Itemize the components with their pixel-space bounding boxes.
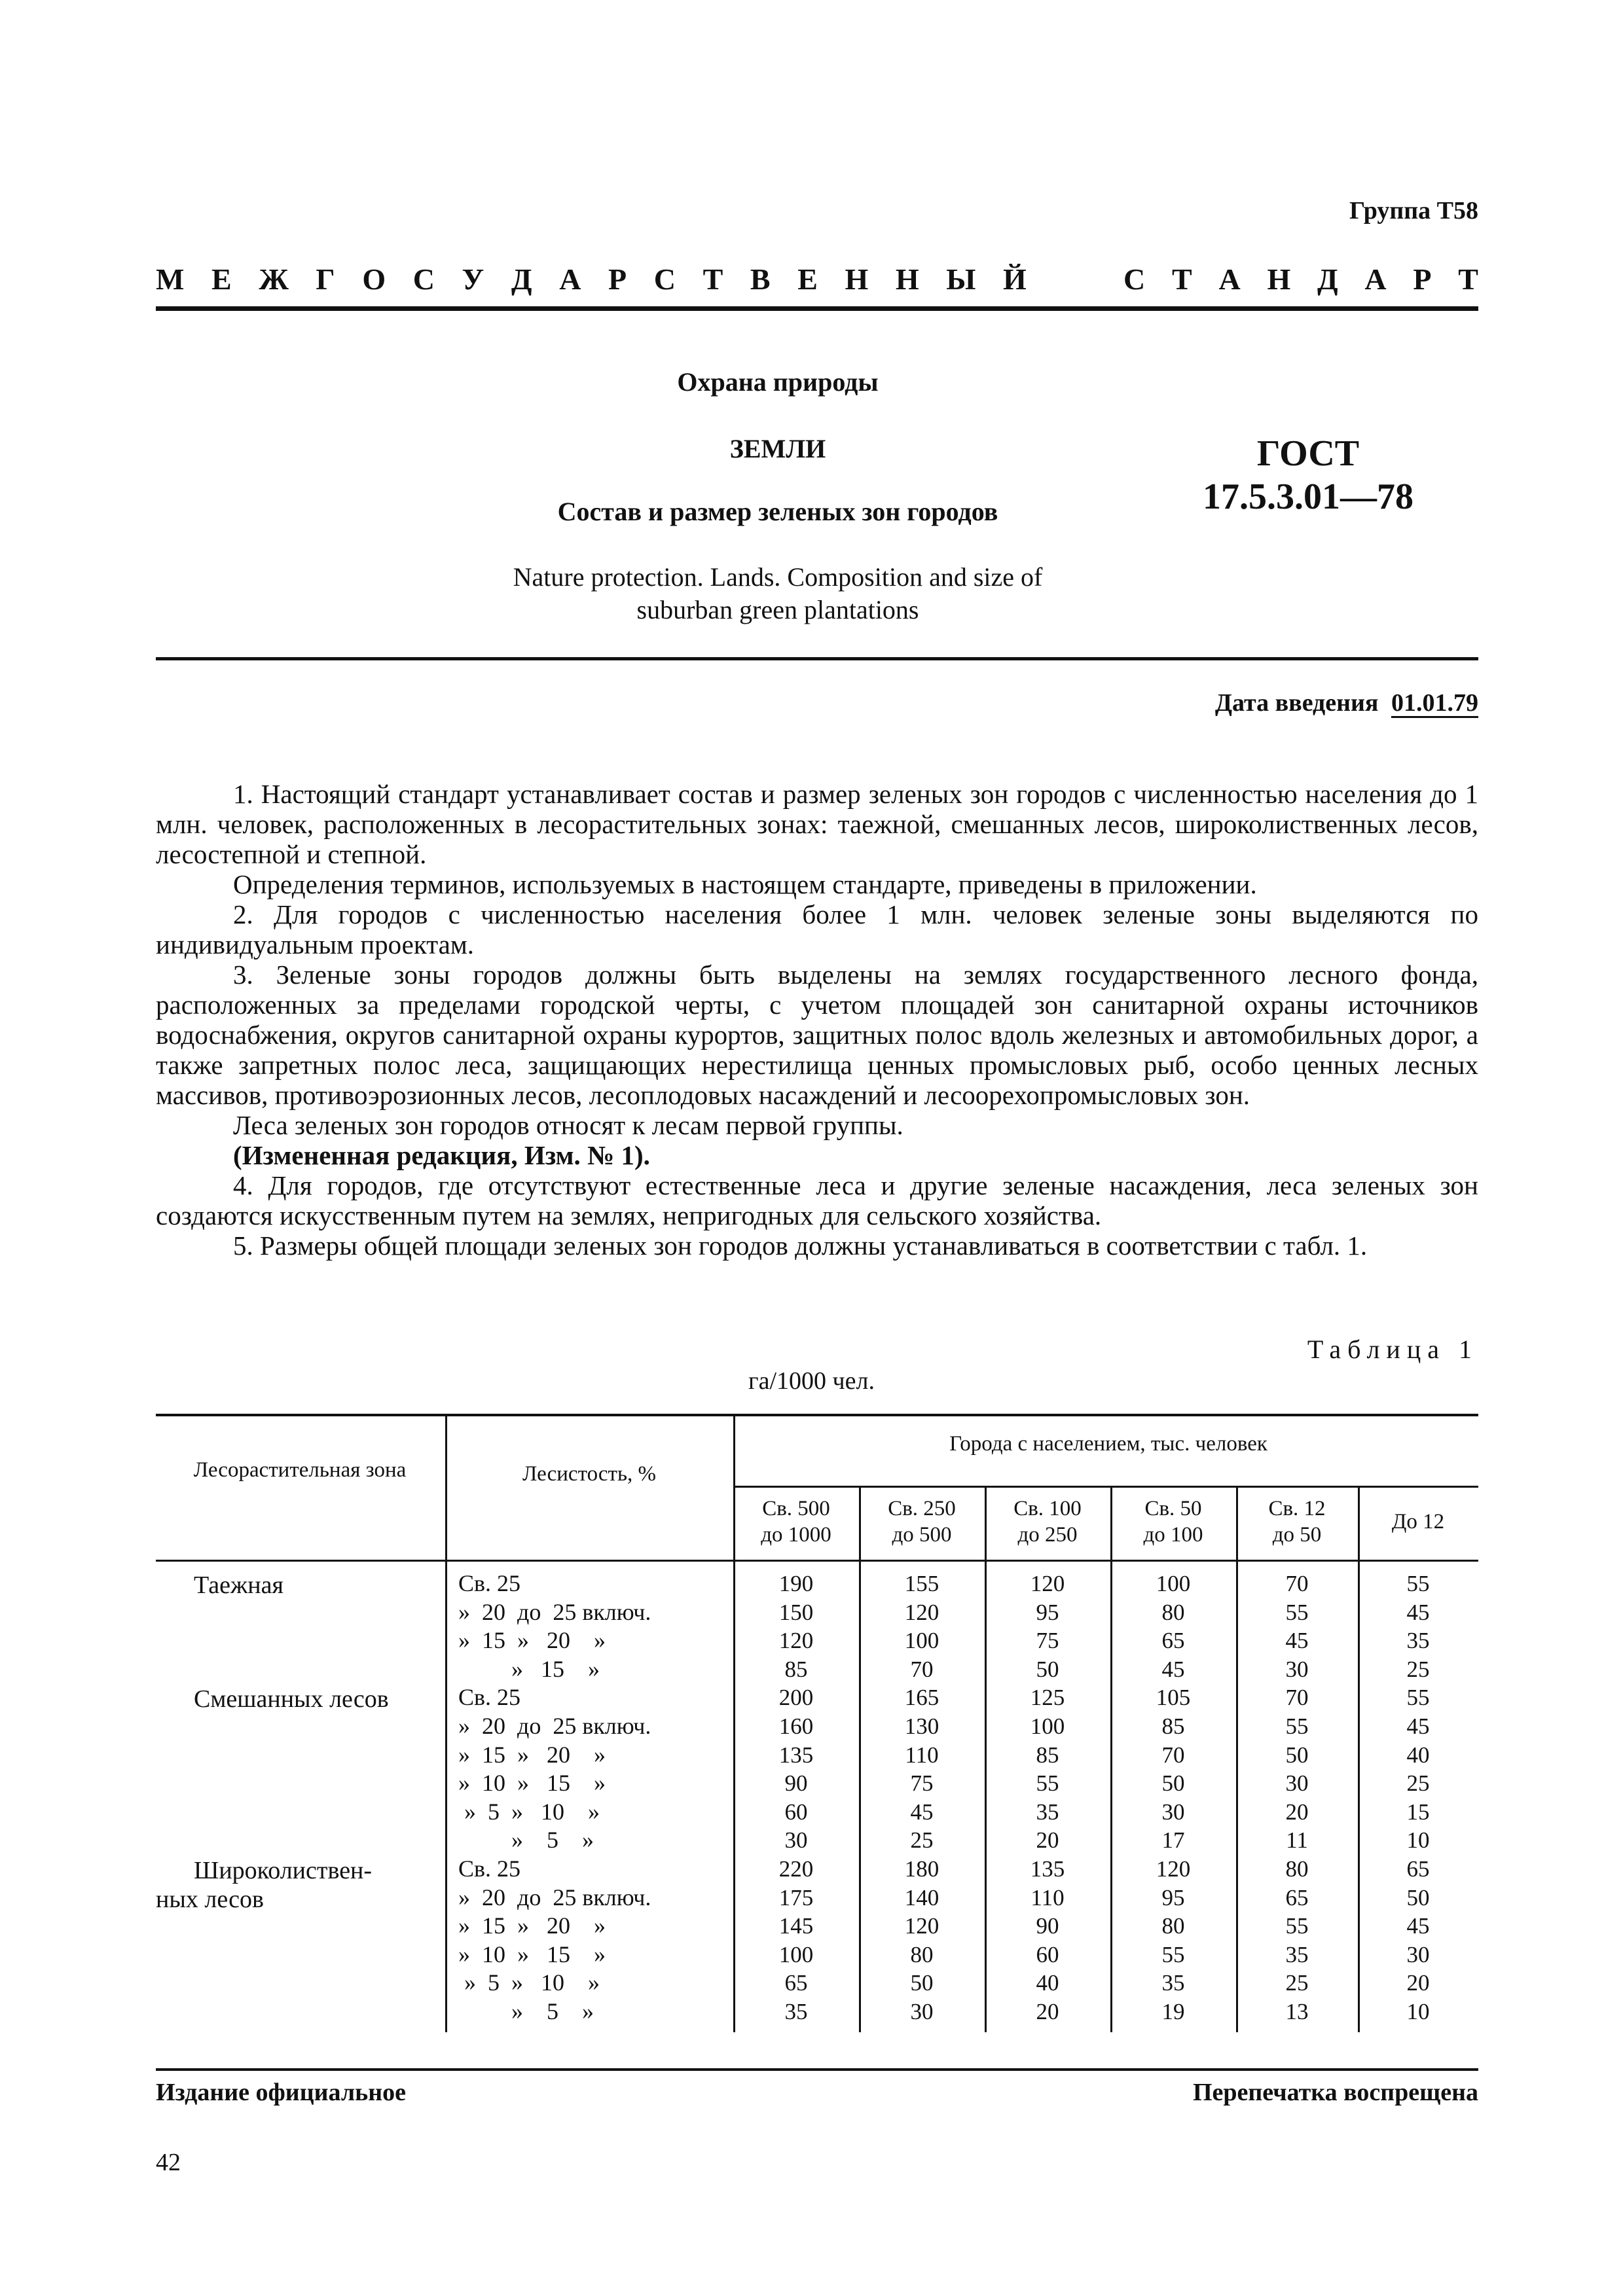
area-value: 75: [910, 1770, 934, 1797]
table-caption: Таблица 1: [1307, 1335, 1478, 1364]
zone-name-line: Широколиствен-: [194, 1857, 373, 1884]
area-value: 30: [784, 1827, 808, 1854]
page-number: 42: [156, 2149, 181, 2176]
title-rule: [156, 657, 1478, 660]
forest-cover-range: » 15 » 20 »: [458, 1741, 606, 1768]
area-value: 140: [904, 1884, 939, 1910]
area-value: 120: [778, 1628, 814, 1654]
title-name: Состав и размер зеленых зон городов: [557, 497, 998, 526]
zone-name: [156, 1856, 373, 1914]
area-value: 80: [1161, 1599, 1185, 1625]
area-value: 50: [910, 1970, 934, 1996]
area-value: 25: [1406, 1770, 1430, 1797]
area-value: 200: [778, 1685, 814, 1711]
area-value: 20: [1406, 1970, 1430, 1996]
title-english-line1: Nature protection. Lands. Composition and size of: [513, 562, 1043, 592]
left-letter: Ж: [259, 262, 289, 296]
area-value: 45: [910, 1799, 934, 1825]
area-value: 120: [904, 1913, 939, 1939]
area-value: 145: [778, 1913, 814, 1939]
header-population-range-from: Св. 500: [762, 1497, 830, 1520]
area-value: 100: [778, 1941, 814, 1967]
area-value: 120: [1156, 1856, 1191, 1882]
area-value: 70: [910, 1656, 934, 1682]
area-value: 55: [1406, 1685, 1430, 1711]
left-letter: Т: [702, 262, 723, 296]
area-value: 175: [778, 1884, 814, 1910]
area-value: 110: [905, 1742, 939, 1768]
area-value: 35: [1036, 1799, 1059, 1825]
right-letter: А: [1364, 262, 1387, 296]
gost-number: [1164, 432, 1452, 518]
footer-rule: [156, 2068, 1478, 2071]
area-value: 35: [1406, 1628, 1430, 1654]
area-value: 25: [1285, 1970, 1309, 1996]
header-population-range-from: Св. 100: [1013, 1497, 1082, 1520]
area-value: 180: [904, 1856, 939, 1882]
footer-reprint-notice: Перепечатка воспрещена: [1192, 2079, 1478, 2106]
header-population-col: [1358, 1509, 1478, 1535]
body-text: [156, 779, 1478, 1261]
left-letter: М: [156, 262, 185, 296]
area-value: 50: [1036, 1656, 1059, 1682]
area-value: 90: [1036, 1913, 1059, 1939]
header-population-range-from: Св. 50: [1144, 1497, 1202, 1520]
area-value: 45: [1406, 1599, 1430, 1625]
header-population-range-to: до 100: [1143, 1523, 1203, 1547]
left-letter: Р: [608, 262, 627, 296]
area-value: 55: [1406, 1571, 1430, 1596]
area-value: 17: [1161, 1827, 1185, 1854]
title-english-line2: suburban green plantations: [636, 595, 919, 624]
zone-name-line: Таежная: [194, 1571, 283, 1599]
forest-cover-range: » 10 » 15 »: [458, 1941, 606, 1967]
area-value: 55: [1285, 1599, 1309, 1625]
header-population-col: [859, 1496, 985, 1548]
introduction-date-label: Дата введения: [1214, 689, 1379, 717]
header-interstate: [156, 262, 1027, 296]
area-value: 10: [1406, 1999, 1430, 2024]
table-vline: [859, 1486, 861, 2032]
document-page: [156, 0, 1478, 2296]
area-value: 60: [784, 1799, 808, 1825]
area-value: 70: [1161, 1742, 1185, 1768]
paragraph: 2. Для городов с численностью населения более 1 млн. человек зеленые зоны выделяются по индивидуальным проектам.: [156, 899, 1478, 960]
forest-cover-range: » 15 » 20 »: [458, 1627, 606, 1654]
area-value: 85: [1036, 1742, 1059, 1768]
paragraph: 1. Настоящий стандарт устанавливает состав и размер зеленых зон городов с численностью населения до 1 млн. человек, расположенных в лесорастительных зонах: таежной, смешанных лесов, широколиственных лесов, лесостепной и степной.: [156, 779, 1478, 869]
zone-name: [194, 1685, 389, 1713]
area-value: 165: [904, 1685, 939, 1711]
table-units: га/1000 чел.: [748, 1367, 875, 1395]
area-value: 65: [1161, 1628, 1185, 1654]
area-value: 25: [910, 1827, 934, 1854]
area-value: 11: [1286, 1827, 1308, 1854]
header-rule: [156, 306, 1478, 311]
area-value: 130: [904, 1713, 939, 1739]
left-letter: В: [750, 262, 771, 296]
left-letter: Д: [511, 262, 532, 296]
area-value: 30: [1161, 1799, 1185, 1825]
table-subheader-rule: [733, 1486, 1478, 1488]
area-value: 45: [1161, 1656, 1185, 1682]
header-standard: [1123, 262, 1478, 296]
table-vline: [985, 1486, 987, 2032]
area-value: 125: [1030, 1685, 1065, 1711]
area-value: 70: [1285, 1571, 1309, 1596]
area-value: 30: [1406, 1941, 1430, 1967]
area-value: 95: [1161, 1884, 1185, 1910]
header-population-range-from: Св. 12: [1268, 1497, 1326, 1520]
paragraph: 3. Зеленые зоны городов должны быть выделены на землях государственного лесного фонда, расположенных за пределами городской черты, с учетом площадей зон санитарной охраны источников водоснабжения, округов санитарной охраны курортов, защитных полос вдоль железных и автомобильных дорог, а также запретных полос леса, защищающих нерестилища ценных промысловых рыб, особо ценных лесных массивов, противоэрозионных лесов, лесоплодовых насаждений и лесоорехопромысловых зон.: [156, 960, 1478, 1110]
left-letter: С: [653, 262, 676, 296]
left-letter: Е: [797, 262, 818, 296]
area-value: 90: [784, 1770, 808, 1797]
area-value: 50: [1285, 1742, 1309, 1768]
area-value: 60: [1036, 1941, 1059, 1967]
area-value: 105: [1156, 1685, 1191, 1711]
standard-type-header: [156, 262, 1478, 295]
area-value: 55: [1285, 1913, 1309, 1939]
area-value: 155: [904, 1571, 939, 1596]
forest-cover-range: » 5 »: [458, 1998, 594, 2024]
table-header-rule: [156, 1560, 1478, 1562]
forest-cover-range: Св. 25: [458, 1570, 521, 1596]
amendment-note: (Измененная редакция, Изм. № 1).: [233, 1140, 650, 1170]
area-value: 100: [1030, 1713, 1065, 1739]
area-value: 150: [778, 1599, 814, 1625]
forest-cover-range: » 20 до 25 включ.: [458, 1598, 651, 1625]
area-value: 50: [1161, 1770, 1185, 1797]
area-value: 55: [1285, 1713, 1309, 1739]
area-value: 85: [784, 1656, 808, 1682]
forest-cover-range: Св. 25: [458, 1684, 521, 1711]
introduction-date-value: 01.01.79: [1391, 689, 1478, 717]
right-letter: С: [1123, 262, 1146, 296]
paragraph: 4. Для городов, где отсутствуют естественные леса и другие зеленые насаждения, леса зеленых зон создаются искусственным путем на землях, непригодных для сельского хозяйства.: [156, 1170, 1478, 1230]
area-value: 135: [1030, 1856, 1065, 1882]
forest-cover-range: » 20 до 25 включ.: [458, 1884, 651, 1910]
left-letter: Г: [316, 262, 335, 296]
area-value: 35: [784, 1999, 808, 2024]
title-block: [411, 367, 1144, 397]
left-letter: Й: [1003, 262, 1027, 296]
left-letter: А: [559, 262, 581, 296]
area-value: 19: [1161, 1999, 1185, 2024]
left-letter: Ы: [946, 262, 976, 296]
left-letter: Н: [895, 262, 919, 296]
area-value: 13: [1285, 1999, 1309, 2024]
zone-name-line: Смешанных лесов: [194, 1685, 389, 1713]
header-zone: Лесорастительная зона: [193, 1458, 407, 1482]
area-value: 120: [1030, 1571, 1065, 1596]
table-vline: [1110, 1486, 1112, 2032]
area-value: 160: [778, 1713, 814, 1739]
forest-cover-range: » 15 »: [458, 1655, 600, 1682]
forest-cover-range: » 5 » 10 »: [458, 1798, 600, 1825]
area-value: 30: [1285, 1770, 1309, 1797]
area-value: 110: [1030, 1884, 1065, 1910]
header-population-range-to: до 500: [892, 1523, 952, 1547]
area-value: 45: [1406, 1913, 1430, 1939]
area-value: 80: [1161, 1913, 1185, 1939]
right-letter: Д: [1317, 262, 1338, 296]
area-value: 20: [1285, 1799, 1309, 1825]
area-value: 70: [1285, 1685, 1309, 1711]
header-population-col: [1236, 1496, 1358, 1548]
area-value: 75: [1036, 1628, 1059, 1654]
forest-cover-range: » 15 » 20 »: [458, 1912, 606, 1939]
forest-cover-range: Св. 25: [458, 1856, 521, 1882]
forest-cover-range: » 20 до 25 включ.: [458, 1713, 651, 1739]
area-value: 190: [778, 1571, 814, 1596]
area-value: 45: [1406, 1713, 1430, 1739]
left-letter: С: [412, 262, 435, 296]
area-value: 55: [1161, 1941, 1185, 1967]
area-value: 95: [1036, 1599, 1059, 1625]
area-value: 80: [1285, 1856, 1309, 1882]
header-population-col: [733, 1496, 859, 1548]
header-population-col: [985, 1496, 1110, 1548]
area-value: 55: [1036, 1770, 1059, 1797]
forest-cover-range: » 5 »: [458, 1827, 594, 1854]
area-value: 45: [1285, 1628, 1309, 1654]
table-vline: [1358, 1486, 1360, 2032]
header-population-range-to: до 1000: [761, 1523, 831, 1547]
left-letter: О: [362, 262, 386, 296]
paragraph: Определения терминов, используемых в настоящем стандарте, приведены в приложении.: [233, 869, 1257, 899]
table-vline: [445, 1414, 447, 2032]
forest-cover-range: » 5 » 10 »: [458, 1969, 600, 1996]
area-value: 100: [1156, 1571, 1191, 1596]
area-value: 20: [1036, 1999, 1059, 2024]
area-value: 135: [778, 1742, 814, 1768]
header-population-range-from: До 12: [1391, 1510, 1445, 1534]
area-value: 85: [1161, 1713, 1185, 1739]
right-letter: Т: [1458, 262, 1478, 296]
area-value: 35: [1161, 1970, 1185, 1996]
area-value: 120: [904, 1599, 939, 1625]
header-population-range-to: до 250: [1017, 1523, 1078, 1547]
paragraph: 5. Размеры общей площади зеленых зон городов должны устанавливаться в соответствии с табл. 1.: [233, 1230, 1368, 1261]
area-value: 15: [1406, 1799, 1430, 1825]
header-population-col: [1110, 1496, 1236, 1548]
zone-name: [194, 1571, 283, 1600]
left-letter: Е: [211, 262, 232, 296]
header-forest-cover: Лесистость, %: [522, 1462, 656, 1486]
left-letter: Н: [845, 262, 869, 296]
right-letter: Т: [1172, 262, 1192, 296]
right-letter: А: [1218, 262, 1241, 296]
area-value: 80: [910, 1941, 934, 1967]
left-letter: У: [462, 262, 484, 296]
area-value: 65: [1406, 1856, 1430, 1882]
table-top-rule: [156, 1414, 1478, 1416]
title-subject: ЗЕМЛИ: [729, 434, 826, 463]
area-value: 65: [1285, 1884, 1309, 1910]
header-population-range-from: Св. 250: [888, 1497, 956, 1520]
paragraph: Леса зеленых зон городов относят к лесам первой группы.: [233, 1110, 903, 1140]
area-value: 20: [1036, 1827, 1059, 1854]
header-population-range-to: до 50: [1272, 1523, 1322, 1547]
area-value: 220: [778, 1856, 814, 1882]
right-letter: Н: [1267, 262, 1291, 296]
area-value: 100: [904, 1628, 939, 1654]
title-heading: Охрана природы: [677, 367, 879, 397]
area-value: 25: [1406, 1656, 1430, 1682]
right-letter: Р: [1413, 262, 1432, 296]
table-vline: [1236, 1486, 1238, 2032]
area-value: 30: [910, 1999, 934, 2024]
area-value: 10: [1406, 1827, 1430, 1854]
gost-code: 17.5.3.01—78: [1203, 476, 1413, 517]
area-value: 50: [1406, 1884, 1430, 1910]
area-value: 65: [784, 1970, 808, 1996]
gost-label: ГОСТ: [1256, 433, 1360, 474]
group-label: Группа Т58: [1349, 197, 1478, 224]
zone-name-line: ных лесов: [156, 1886, 264, 1913]
forest-cover-range: » 10 » 15 »: [458, 1770, 606, 1797]
area-value: 30: [1285, 1656, 1309, 1682]
footer-edition: Издание официальное: [156, 2079, 407, 2106]
area-value: 40: [1036, 1970, 1059, 1996]
green-zone-table: [156, 1414, 1478, 2036]
header-population-group: Города с населением, тыс. человек: [949, 1432, 1267, 1456]
introduction-date: [1215, 689, 1478, 717]
area-value: 40: [1406, 1742, 1430, 1768]
area-value: 35: [1285, 1941, 1309, 1967]
